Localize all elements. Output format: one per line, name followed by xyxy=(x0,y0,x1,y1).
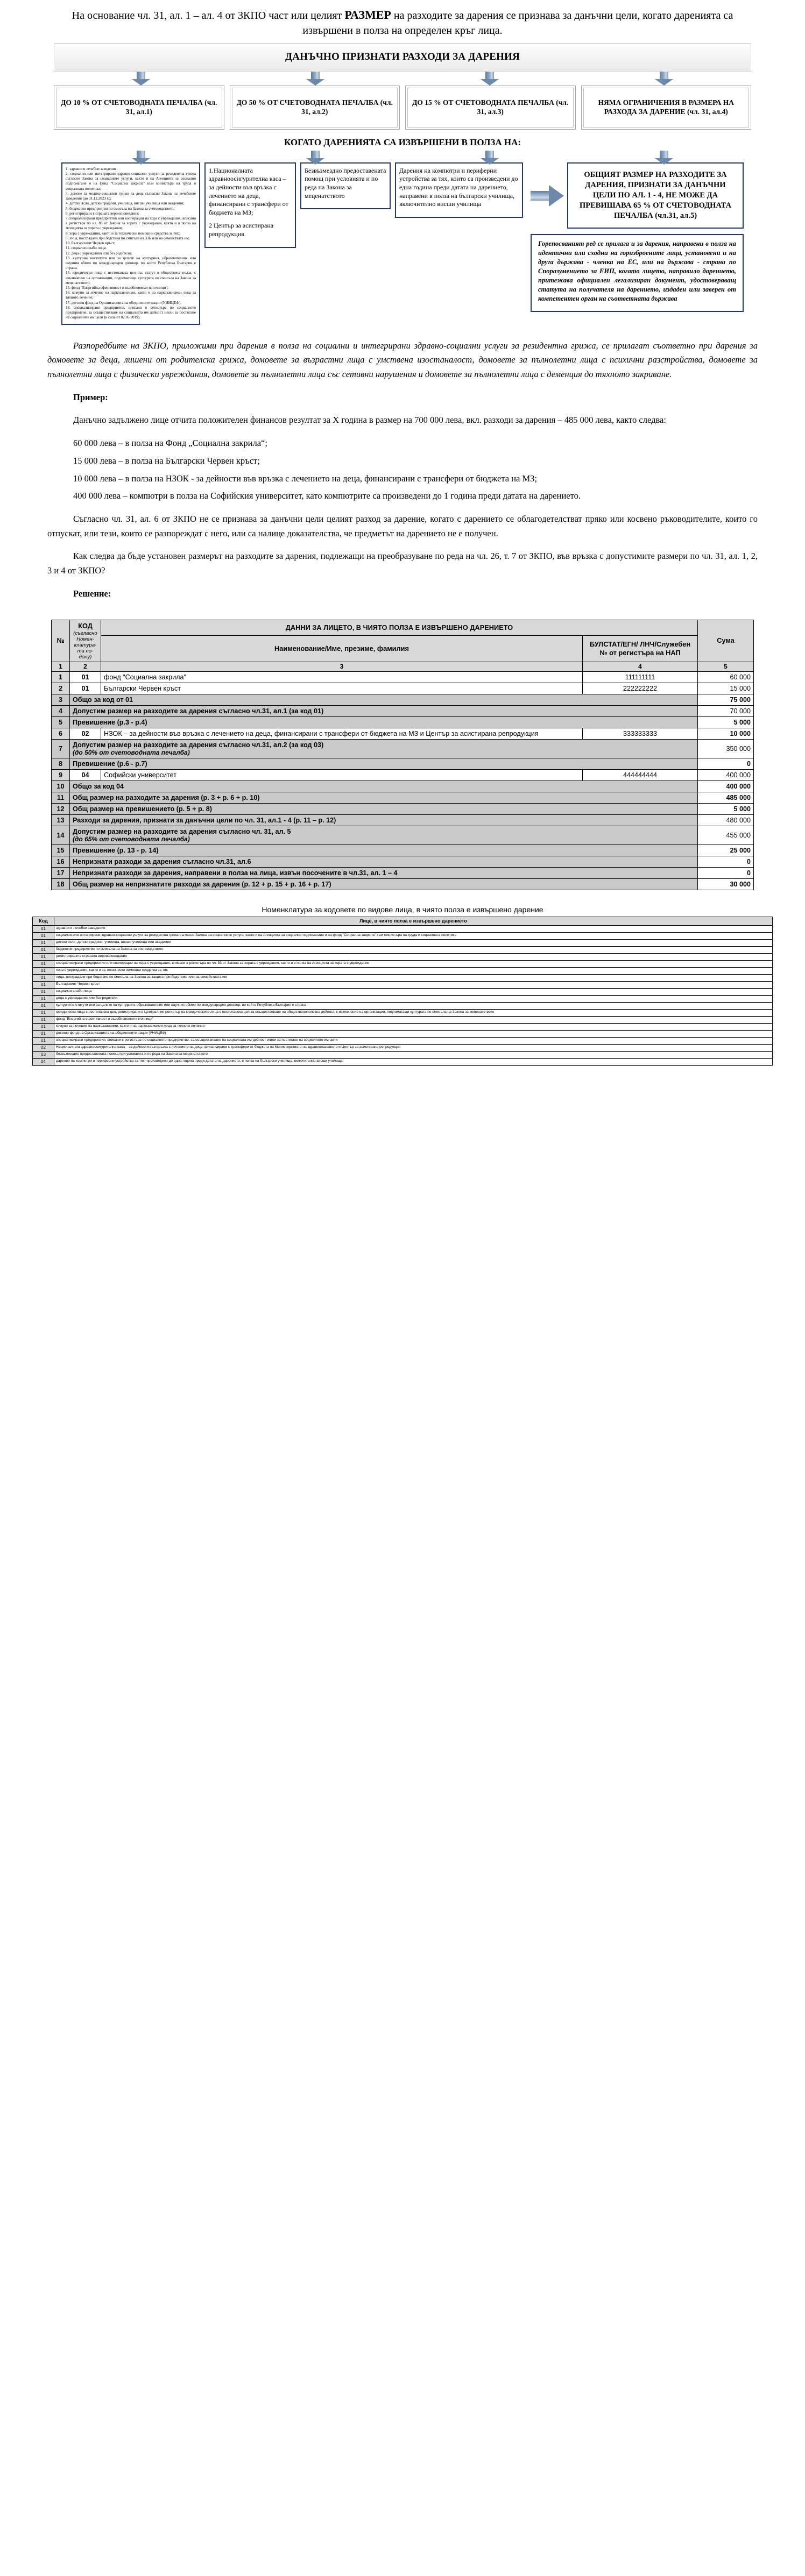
arrow-row-top xyxy=(54,72,751,86)
total-box-row xyxy=(531,162,744,229)
th-code xyxy=(70,620,101,662)
table-row xyxy=(52,769,754,780)
down-arrow-icon xyxy=(655,151,673,165)
prose-paragraph-1: Разпоредбите на ЗКПО, приложими при дарения в полза на социални и интегрирани здравно-социални услуги за резидентна грижа, се прилагат съответно при дарения за домовете за деца, лишени от родителска грижа, домовете за възрастни лица с умствена изостаналост, домовете за пълнолетни лица с психични разстройства, домовете за пълнолетни лица с физически увреждания, домовете за пълнолетни лица със сетивни нарушения и домовете за пълнолетни лица с деменция до тяхното закриване. xyxy=(47,340,758,379)
calculation-table-head xyxy=(52,620,754,671)
nomenclature-row xyxy=(33,996,773,1003)
cell-bulstat: 444444444 xyxy=(583,769,698,780)
cell-sum: 0 xyxy=(698,867,754,878)
table-numbering-row xyxy=(52,662,754,671)
category-box-4 xyxy=(581,86,752,130)
nhif-item-2: 2 Център за асистирана репродукция. xyxy=(209,222,274,238)
cell-nom-code: 01 xyxy=(33,1024,54,1031)
cell-nom-text: социални или интегрирани здравно-социални услуги за резидентна грижа съгласно Закона за социалните услуги, както и на Агенцията за социално подпомагане и на фонд "Социална закрила" към министъра на труда и социалната политика xyxy=(54,933,773,940)
beneficiary-item: 9. лица, пострадали при бедствия по смисъла на ЗЗБ или на семействата им; xyxy=(66,236,190,240)
cell-no: 18 xyxy=(52,878,70,890)
prose-paragraph-4: Как следва да бъде установен размерът на разходите за дарения, подлежащи на преобразуване по реда на чл. 26, т. 7 от ЗКПО, във връзка с допустимите размери по чл. 31, ал. 1, 2, 3 и 4 от ЗКПО? xyxy=(47,551,758,576)
cell-nom-code: 01 xyxy=(33,947,54,954)
cell-name: Софийски университет xyxy=(101,769,583,780)
cell-no: 15 xyxy=(52,845,70,856)
beneficiary-item: 8. хора с увреждания, както и за технически помощни средства за тях; xyxy=(66,231,180,236)
nomenclature-row xyxy=(33,1059,773,1066)
beneficiary-item: 14. юридически лица с нестопанска цел със статут в обществена полза, с изключение на организации, подпомагащи културата по смисъла на Закона за меценатството; xyxy=(66,271,196,285)
th-code-label: КОД xyxy=(78,621,93,630)
beneficiary-item: 16. комуни за лечение на наркозависими, както и на наркозависими лица за тяхното лечение; xyxy=(66,290,196,300)
calculation-table xyxy=(51,620,754,890)
cell-sum: 25 000 xyxy=(698,845,754,856)
table-row xyxy=(52,792,754,803)
cell-label: Превишение (р.3 - р.4) xyxy=(70,716,698,728)
cell-nom-text: бюджетни предприятия по смисъла на Закона за счетоводството xyxy=(54,947,773,954)
cell-nom-text: специализирани предприятия, вписани в регистъра по социалното предприятие, за осъществяване на социалната им дейност и/или за постигане на социалните им цели xyxy=(54,1038,773,1045)
cell-label-sub: (до 65% от счетоводната печалба) xyxy=(73,835,190,843)
cell-nom-text: юридически лица с нестопанска цел, регистрирани в Централния регистър на юридическите лица с нестопанска цел за осъществяване на общественополезна дейност, с изключение на организации, подпомагащи културата по смисъла на Закона за меценатството xyxy=(54,1010,773,1017)
prose-paragraph-2: Данъчно задължено лице отчита положителен финансов резултат за Х година в размер на 700 000 лева, вкл. разходи за дарения – 485 000 лева, както следва: xyxy=(73,415,666,425)
cell-nom-code: 01 xyxy=(33,1003,54,1010)
cell-sum: 30 000 xyxy=(698,878,754,890)
example-label: Пример: xyxy=(73,392,108,402)
th-person-group: ДАННИ ЗА ЛИЦЕТО, В ЧИЯТО ПОЛЗА Е ИЗВЪРШЕНО ДАРЕНИЕТО xyxy=(101,620,698,635)
cell-nom-text: дарения на компютри и периферни устройства за тях, произведени до една година преди датата на дарението, в полза на български училища, включително висши училища xyxy=(54,1059,773,1066)
cell-label: Общ размер на разходите за дарения (р. 3 + р. 6 + р. 10) xyxy=(70,792,698,803)
beneficiary-item: 11. социално слаби лица; xyxy=(66,246,107,251)
patronage-box xyxy=(300,162,391,209)
beneficiary-item: 18. специализирани предприятия, вписани в регистъра по социалното предприятие, за осъществяване на социалната им дейност и/или за постигане на социалните им цели (в сила от 02.05.2019). xyxy=(66,305,196,320)
cell-no: 5 xyxy=(52,716,70,728)
table-row xyxy=(52,728,754,739)
category-box-3 xyxy=(405,86,576,130)
nomenclature-row xyxy=(33,926,773,933)
diagram xyxy=(0,42,805,325)
cell-no: 6 xyxy=(52,728,70,739)
category-box-1-label: ДО 10 % ОТ СЧЕТОВОДНАТА ПЕЧАЛБА (чл. 31, ал.1) xyxy=(56,88,222,127)
cell-no: 4 xyxy=(52,705,70,716)
table-row xyxy=(52,739,754,758)
th-sum: Сума xyxy=(698,620,754,662)
category-box-3-label: ДО 15 % ОТ СЧЕТОВОДНАТА ПЕЧАЛБА (чл. 31, ал.3) xyxy=(407,88,574,127)
cell-label-sub: (до 50% от счетоводната печалба) xyxy=(73,748,190,756)
cell-nom-text: културни институти или за целите на културния, образователния или научния обмен по международен договор, по който Република България е страна xyxy=(54,1003,773,1010)
down-arrow-icon xyxy=(481,151,499,165)
cell-nom-code: 01 xyxy=(33,933,54,940)
cell-sum: 5 000 xyxy=(698,803,754,814)
table-row xyxy=(52,856,754,867)
cell-sum: 0 xyxy=(698,856,754,867)
donation-item-3: 10 000 лева – в полза на НЗОК - за дейности във връзка с лечението на деца, финансирани с трансфери от бюджета на МЗ; xyxy=(73,473,537,484)
category-box-1 xyxy=(54,86,224,130)
table-row xyxy=(52,705,754,716)
th-name: Наименование/Име, презиме, фамилия xyxy=(101,635,583,662)
nhif-item-1: 1.Националната здравноосигурителна каса – за дейности във връзка с лечението на деца, финансирани с трансфери от бюджета на МЗ; xyxy=(209,166,288,216)
cell-sum: 485 000 xyxy=(698,792,754,803)
cell-nom-code: 01 xyxy=(33,982,54,989)
cell-nom-code: 03 xyxy=(33,1052,54,1059)
computers-box xyxy=(395,162,523,218)
computers-box-body xyxy=(399,167,519,209)
intro-emphasis: РАЗМЕР xyxy=(344,8,391,22)
cell-sum: 60 000 xyxy=(698,671,754,683)
diagram-section-title: КОГАТО ДАРЕНИЯТА СА ИЗВЪРШЕНИ В ПОЛЗА НА: xyxy=(284,137,521,147)
cell-nom-code: 01 xyxy=(33,1010,54,1017)
cell-nom-text: социално слаби лица xyxy=(54,989,773,996)
calculation-table-wrap xyxy=(0,610,805,890)
cell-sum: 10 000 xyxy=(698,728,754,739)
cell-label: Допустим размер на разходите за дарения съгласно чл.31, ал.1 (за код 01) xyxy=(70,705,698,716)
down-arrow-icon xyxy=(306,72,324,86)
cell-label: Непризнати разходи за дарения съгласно чл.31, ал.6 xyxy=(70,856,698,867)
solution-label: Решение: xyxy=(73,588,111,599)
nomenclature-title: Номенклатура за кодовете по видове лица, в чиято полза е извършено дарение xyxy=(262,905,543,914)
nomenclature-row xyxy=(33,1045,773,1052)
cell-sum: 75 000 xyxy=(698,694,754,705)
beneficiary-item: 7.специализирани предприятия или кооперации на хора с увреждания, вписани в регистъра по чл. 83 от Закона за хората с увреждания, както и в полза на Агенцията за хората с увреждания; xyxy=(66,216,196,231)
patronage-box-body xyxy=(305,167,386,200)
nomenclature-table-head xyxy=(33,917,773,925)
cell-nom-text: безвъзмездно предоставената помощ при условията и по реда на Закона за меценатството xyxy=(54,1052,773,1059)
patronage-text: Безвъзмездно предоставената помощ при условията и по реда на Закона за меценатството xyxy=(305,166,386,200)
cell-no: 13 xyxy=(52,814,70,826)
nomenclature-table-body xyxy=(33,926,773,1066)
table-row xyxy=(52,716,754,728)
donation-item-2: 15 000 лева – в полза на Български Червен кръст; xyxy=(73,455,260,466)
cell-no: 14 xyxy=(52,826,70,845)
cell-name: Български Червен кръст xyxy=(101,683,583,694)
nomenclature-row xyxy=(33,1003,773,1010)
cell-sum: 480 000 xyxy=(698,814,754,826)
cell-nom-code: 01 xyxy=(33,968,54,975)
cell-bulstat: 333333333 xyxy=(583,728,698,739)
nomenclature-table xyxy=(32,917,773,1066)
nomenclature-row xyxy=(33,954,773,961)
calculation-table-body xyxy=(52,671,754,890)
cell-sum: 455 000 xyxy=(698,826,754,845)
table-row xyxy=(52,826,754,845)
cell-nom-text: деца с увреждания или без родители xyxy=(54,996,773,1003)
total-limit-box: ОБЩИЯТ РАЗМЕР НА РАЗХОДИТЕ ЗА ДАРЕНИЯ, ПРИЗНАТИ ЗА ДАНЪЧНИ ЦЕЛИ ПО АЛ. 1 - 4, НЕ МОЖЕ ДА ПРЕВИШАВА 65 % ОТ СЧЕТОВОДНАТА ПЕЧАЛБА (чл.31, ал.5) xyxy=(567,162,744,229)
beneficiary-item: 2. социални или интегрирани здравно-социални услуги за резидентна грижа съгласно Закона за социалните услуги, както и на Агенцията за социално подпомагане и на фонд "Социална закрила" към министъра на труда и социалната политика; xyxy=(66,172,196,191)
cell-name: фонд "Социална закрила" xyxy=(101,671,583,683)
cell-no: 16 xyxy=(52,856,70,867)
cell-nom-text: специализирани предприятия или кооперации на хора с увреждания, вписани в регистъра по чл. 83 от Закона за хората с увреждания, както и в полза на Агенцията за хората с увреждания xyxy=(54,961,773,968)
cell-nom-code: 01 xyxy=(33,961,54,968)
cell-nom-text: здравни и лечебни заведения xyxy=(54,926,773,933)
nomenclature-row xyxy=(33,989,773,996)
diagram-content-row xyxy=(54,162,751,325)
category-box-2 xyxy=(230,86,400,130)
nhif-box xyxy=(204,162,296,248)
donation-item-4: 400 000 лева – компютри в полза на Софийския университет, като компютрите са произведени до 1 година преди датата на дарението. xyxy=(73,491,581,501)
cell-code: 02 xyxy=(70,728,101,739)
cell-label: Превишение (р. 13 - р. 14) xyxy=(70,845,698,856)
cell-sum: 400 000 xyxy=(698,769,754,780)
table-row xyxy=(52,845,754,856)
th-nom-code: Код xyxy=(33,917,54,925)
document-page xyxy=(0,0,805,1080)
diagram-right-stack xyxy=(527,162,744,313)
down-arrow-icon xyxy=(655,72,673,86)
beneficiary-item: 17. детския фонд на Организацията на обединените нации (УНИЦЕФ). xyxy=(66,300,182,305)
down-arrow-icon xyxy=(132,151,150,165)
numrow-1: 1 xyxy=(52,662,70,671)
nomenclature-row xyxy=(33,1010,773,1017)
cell-bulstat: 222222222 xyxy=(583,683,698,694)
cell-no: 3 xyxy=(52,694,70,705)
down-arrow-icon xyxy=(481,72,499,86)
numrow-3: 3 xyxy=(101,662,583,671)
cell-nom-code: 01 xyxy=(33,996,54,1003)
nomenclature-row xyxy=(33,968,773,975)
intro-text-after: на разходите за дарения се признава за данъчни цели, когато даренията са извършени в полза на определен кръг лица. xyxy=(302,10,733,37)
nomenclature-row xyxy=(33,961,773,968)
th-nom-person: Лице, в чиято полза е извършено дарението xyxy=(54,917,773,925)
beneficiaries-list-box xyxy=(61,162,200,325)
table-row xyxy=(52,814,754,826)
nomenclature-row xyxy=(33,1024,773,1031)
cell-sum: 400 000 xyxy=(698,780,754,792)
cell-label: Превишение (р.6 - р.7) xyxy=(70,758,698,769)
cell-nom-text: детски ясли, детски градини, училища, висши училища или академии xyxy=(54,940,773,947)
cell-nom-text: регистрирани в страната вероизповедания xyxy=(54,954,773,961)
category-box-row xyxy=(54,86,751,130)
cell-no: 7 xyxy=(52,739,70,758)
cell-label: Непризнати разходи за дарения, направени в полза на лица, извън посочените в чл.31, ал. 1 – 4 xyxy=(70,867,698,878)
table-row xyxy=(52,671,754,683)
nomenclature-row xyxy=(33,1017,773,1024)
beneficiary-item: 6. регистрирани в страната вероизповедания; xyxy=(66,211,139,216)
diagram-main-box: ДАНЪЧНО ПРИЗНАТИ РАЗХОДИ ЗА ДАРЕНИЯ xyxy=(54,43,751,72)
prose-paragraph-3: Съгласно чл. 31, ал. 6 от ЗКПО не се признава за данъчни цели целият разход за дарение, когато с дарението се облагодетелстват пряко или косвено ръководителите, които го отпускат, или тези, които се разпореждат с него, или са налице доказателства, че предметът на дарението не е получен. xyxy=(47,514,758,538)
numrow-5: 5 xyxy=(698,662,754,671)
nomenclature-row xyxy=(33,940,773,947)
table-row xyxy=(52,878,754,890)
nomenclature-row xyxy=(33,975,773,982)
table-row xyxy=(52,803,754,814)
donation-item-1: 60 000 лева – в полза на Фонд „Социална закрила“; xyxy=(73,438,267,449)
cell-nom-text: комуни за лечение на наркозависими, както и на наркозависими лица за тяхното лечение xyxy=(54,1024,773,1031)
cell-label: Допустим размер на разходите за дарения съгласно чл. 31, ал. 5 (до 65% от счетоводната печалба) xyxy=(70,826,698,845)
nomenclature-row xyxy=(33,947,773,954)
nomenclature-header-row xyxy=(33,917,773,925)
cell-code: 01 xyxy=(70,683,101,694)
cell-nom-text: фонд "Енергийна ефективност и възобновяеми източници" xyxy=(54,1017,773,1024)
cell-label: Допустим размер на разходите за дарения съгласно чл.31, ал.2 (за код 03) (до 50% от счетоводната печалба) xyxy=(70,739,698,758)
cell-no: 2 xyxy=(52,683,70,694)
table-row xyxy=(52,867,754,878)
right-arrow-icon xyxy=(531,185,564,207)
category-box-2-label: ДО 50 % ОТ СЧЕТОВОДНАТА ПЕЧАЛБА (чл. 31, ал.2) xyxy=(232,88,398,127)
th-no: № xyxy=(52,620,70,662)
cell-nom-text: Българският Червен кръст xyxy=(54,982,773,989)
cell-name: НЗОК – за дейности във връзка с лечението на деца, финансирани с трансфери от бюджета на МЗ и Център за асистирана репродукция xyxy=(101,728,583,739)
cell-no: 12 xyxy=(52,803,70,814)
cell-sum: 0 xyxy=(698,758,754,769)
cell-sum: 15 000 xyxy=(698,683,754,694)
cell-nom-code: 01 xyxy=(33,926,54,933)
computers-text: Дарения на компютри и периферни устройства за тях, които са произведени до една година преди датата на дарението, направени в полза на български училища, включително висши училища xyxy=(399,166,518,208)
cell-nom-text: лица, пострадали при бедствия по смисъла на Закона за защита при бедствия, или на семействата им xyxy=(54,975,773,982)
cell-nom-text: хора с увреждания, както и за технически помощни средства за тях xyxy=(54,968,773,975)
nomenclature-row xyxy=(33,1031,773,1038)
cell-label: Общ размер на превишението (р. 5 + р. 8) xyxy=(70,803,698,814)
cell-sum: 350 000 xyxy=(698,739,754,758)
table-header-row-2 xyxy=(52,635,754,662)
cell-nom-code: 01 xyxy=(33,989,54,996)
table-header-row xyxy=(52,620,754,635)
cell-no: 10 xyxy=(52,780,70,792)
cell-nom-code: 01 xyxy=(33,954,54,961)
cell-no: 9 xyxy=(52,769,70,780)
beneficiary-item: 5. бюджетни предприятия по смисъла на Закона за счетоводството; xyxy=(66,206,175,211)
cell-nom-text: детския фонд на Организацията на обединените нации (УНИЦЕФ) xyxy=(54,1031,773,1038)
table-row xyxy=(52,780,754,792)
cell-code: 01 xyxy=(70,671,101,683)
table-row xyxy=(52,694,754,705)
cell-sum: 5 000 xyxy=(698,716,754,728)
beneficiary-item: 12. деца с увреждания или без родители; xyxy=(66,251,132,256)
cell-nom-code: 01 xyxy=(33,975,54,982)
numrow-4: 4 xyxy=(583,662,698,671)
beneficiary-item: 4. детски ясли, детски градини, училища, висши училища или академии; xyxy=(66,201,185,206)
cell-nom-code: 01 xyxy=(33,940,54,947)
cell-nom-code: 02 xyxy=(33,1045,54,1052)
eu-note-box: Горепосваният ред се прилага и за дарения, направени в полза на идентични или сходни на горизброените лица, установени и на друга държава - членка на ЕС, или на държава - страна по Споразумението за ЕИП, когато лицето, направило дарението, притежава официален легализиран документ, удостоверяващ статута на получателя на дарението, издаден или заверен от компетентен орган на съответната държава xyxy=(531,234,744,312)
nomenclature-section xyxy=(0,890,805,1080)
cell-code: 04 xyxy=(70,769,101,780)
cell-sum: 70 000 xyxy=(698,705,754,716)
cell-nom-text: Националната здравноосигурителна каса – за дейности във връзка с лечението на деца, финансирани с трансфери от бюджета на Министерството на здравеопазването и Център за асистирана репродукция xyxy=(54,1045,773,1052)
cell-label: Общо за код от 01 xyxy=(70,694,698,705)
beneficiaries-list xyxy=(66,167,196,321)
nomenclature-row xyxy=(33,933,773,940)
prose-section xyxy=(0,325,805,601)
beneficiary-item: 3. домове за медико-социални грижи за деца съгласно Закона за лечебните заведения (до 31.12.2023 г.); xyxy=(66,191,196,201)
cell-no: 1 xyxy=(52,671,70,683)
intro-paragraph xyxy=(0,0,805,42)
cell-no: 17 xyxy=(52,867,70,878)
cell-nom-code: 01 xyxy=(33,1031,54,1038)
cell-bulstat: 111111111 xyxy=(583,671,698,683)
cell-no: 11 xyxy=(52,792,70,803)
cell-nom-code: 04 xyxy=(33,1059,54,1066)
numrow-2: 2 xyxy=(70,662,101,671)
cell-label: Разходи за дарения, признати за данъчни цели по чл. 31, ал.1 - 4 (р. 11 – р. 12) xyxy=(70,814,698,826)
th-code-sublabel: (съгласно Номен-клатура-та по-долу) xyxy=(73,630,97,660)
down-arrow-icon xyxy=(132,72,150,86)
beneficiary-item: 10. Българският Червен кръст; xyxy=(66,241,116,246)
down-arrow-icon xyxy=(306,151,324,165)
beneficiary-item: 1. здравни и лечебни заведения; xyxy=(66,166,118,171)
cell-no: 8 xyxy=(52,758,70,769)
nhif-box-body xyxy=(209,167,292,239)
th-bulstat: БУЛСТАТ/ЕГН/ ЛНЧ/Служебен № от регистъра на НАП xyxy=(583,635,698,662)
cell-label: Общ размер на непризнатите разходи за дарения (р. 12 + р. 15 + р. 16 + р. 17) xyxy=(70,878,698,890)
nomenclature-row xyxy=(33,982,773,989)
table-row xyxy=(52,758,754,769)
beneficiary-item: 13. културни институти или за целите на културния, образователния или научния обмен по международен договор, по който Република България е страна; xyxy=(66,256,196,271)
cell-nom-code: 01 xyxy=(33,1038,54,1045)
nomenclature-row xyxy=(33,1052,773,1059)
category-box-4-label: НЯМА ОГРАНИЧЕНИЯ В РАЗМЕРА НА РАЗХОДА ЗА ДАРЕНИЕ (чл. 31, ал.4) xyxy=(583,88,750,127)
cell-label: Общо за код 04 xyxy=(70,780,698,792)
intro-text-before: На основание чл. 31, ал. 1 – ал. 4 от ЗКПО част или целият xyxy=(72,10,345,22)
cell-nom-code: 01 xyxy=(33,1017,54,1024)
nomenclature-row xyxy=(33,1038,773,1045)
beneficiary-item: 15. фонд "Енергийна ефективност и възобновяеми източници"; xyxy=(66,286,169,290)
table-row xyxy=(52,683,754,694)
